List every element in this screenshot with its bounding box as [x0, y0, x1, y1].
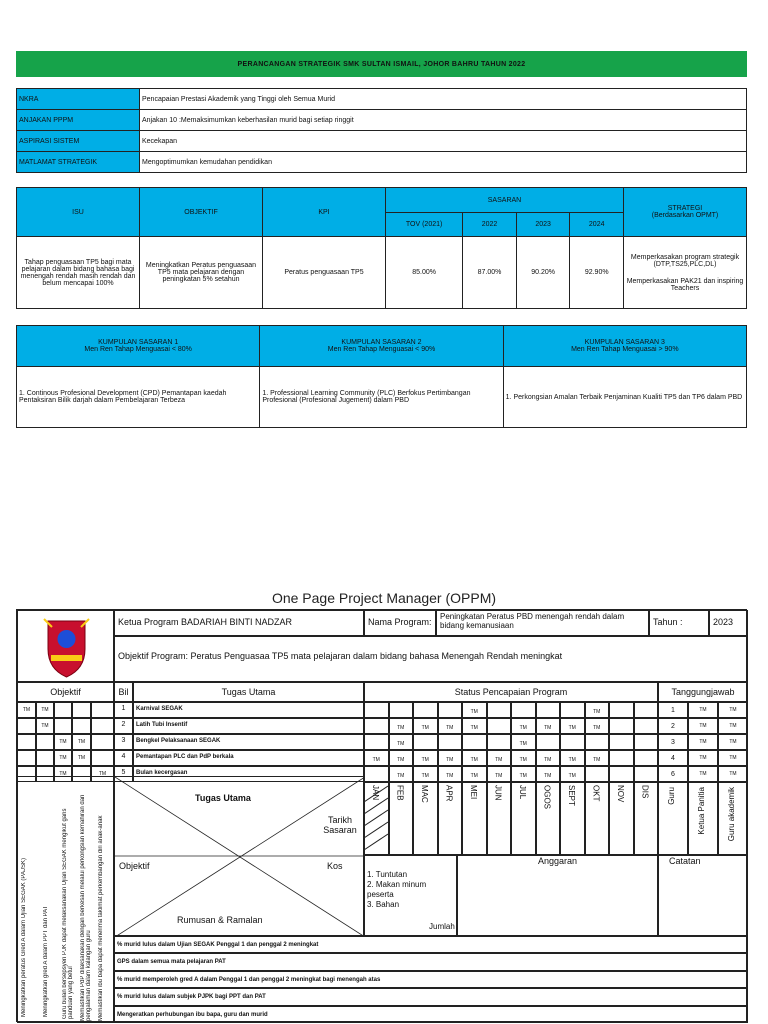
info-key: ASPIRASI SISTEM — [17, 131, 140, 152]
objective-mark — [72, 718, 91, 734]
month-header — [536, 782, 561, 855]
value-cell: 87.00% — [463, 237, 517, 309]
budget-item: 2. Makan minum peserta — [367, 880, 427, 899]
month-mark — [487, 718, 512, 734]
month-mark: TM — [511, 734, 536, 750]
info-value: Anjakan 10 :Memaksimumkan keberhasilan murid bagi setiap ringgit — [140, 110, 747, 131]
strategi-cell — [624, 237, 747, 309]
info-key: MATLAMAT STRATEGIK — [17, 152, 140, 173]
school-crest-icon — [18, 611, 114, 682]
resp-mark: TM — [718, 702, 748, 718]
info-row — [17, 152, 747, 173]
month-mark — [609, 750, 634, 766]
month-mark: TM — [389, 734, 414, 750]
objective-mark — [36, 750, 54, 766]
month-mark — [487, 702, 512, 718]
month-label: JAN — [371, 785, 380, 801]
col-status: Status Pencapaian Program — [364, 682, 658, 702]
month-mark: TM — [487, 766, 512, 782]
strategi-1: Memperkasakan program strategik (DTP,TS25,PLC,DL) — [630, 253, 740, 268]
year-header: 2024 — [570, 213, 624, 237]
month-label: JUN — [493, 785, 503, 801]
info-value: Kecekapan — [140, 131, 747, 152]
resp-mark: TM — [688, 702, 718, 718]
task-bil: 4 — [114, 750, 133, 766]
kumpulan-header — [17, 326, 260, 367]
isu-cell: Tahap penguasaan TP5 bagi mata pelajaran dalam bidang bahasa bagi menengah rendah masih rendah dan belum mencapai 100% — [17, 237, 140, 309]
matrix-tarikh: Tarikh Sasaran — [323, 815, 357, 835]
header-objektif: OBJEKTIF — [140, 188, 263, 237]
month-mark — [413, 734, 438, 750]
task-name: Bulan kecergasan — [133, 766, 364, 782]
objective-mark — [72, 702, 91, 718]
strategi-2: Memperkasakan PAK21 dan inspiring Teachers — [626, 277, 744, 292]
objective-vertical: Memastikan ibu bapa dapat menerima taklimat perkembangan diri anak-anak — [98, 815, 104, 1021]
month-mark: TM — [511, 750, 536, 766]
month-mark: TM — [511, 718, 536, 734]
hatch-marks — [364, 782, 388, 855]
month-mark: TM — [413, 750, 438, 766]
header-kpi: KPI — [263, 188, 386, 237]
month-mark — [364, 766, 389, 782]
budget-item: 3. Bahan — [367, 900, 400, 909]
role-header — [688, 782, 718, 855]
objective-vertical: Meningkatkan gred A dalam PPT dan PAT — [43, 905, 49, 1017]
month-label: FEB — [395, 785, 405, 801]
kumpulan-sub: Men Ren Tahap Menguasai > 90% — [571, 346, 679, 353]
page-title: PERANCANGAN STRATEGIK SMK SULTAN ISMAIL, JOHOR BAHRU TAHUN 2022 — [16, 51, 747, 77]
info-table — [16, 88, 747, 173]
month-header — [511, 782, 536, 855]
month-mark — [462, 734, 487, 750]
col-objektif: Objektif — [17, 682, 114, 702]
month-label: APR — [444, 785, 454, 802]
month-mark — [634, 702, 659, 718]
hatch-line — [364, 834, 388, 850]
objective-mark: TM — [72, 734, 91, 750]
info-row — [17, 131, 747, 152]
nama-value: Peningkatan Peratus PBD menengah rendah dalam bidang kemanusiaan — [436, 610, 649, 636]
objective-mark: TM — [17, 702, 36, 718]
month-mark — [634, 750, 659, 766]
objective-mark: TM — [54, 750, 72, 766]
hatch-line — [364, 822, 388, 838]
month-mark: TM — [462, 702, 487, 718]
task-name: Latih Tubi Insentif — [133, 718, 364, 734]
objectives-area — [17, 776, 114, 1023]
task-bil: 2 — [114, 718, 133, 734]
resp-mark: TM — [718, 718, 748, 734]
resp-mark: TM — [688, 718, 718, 734]
result-row: % murid lulus dalam Ujian SEGAK Penggal 1 dan penggal 2 meningkat — [114, 936, 748, 953]
month-mark: TM — [585, 702, 610, 718]
role-header — [718, 782, 748, 855]
role-label: Guru akademik — [727, 787, 736, 842]
task-name: Bengkel Pelaksanaan SEGAK — [133, 734, 364, 750]
month-mark: TM — [487, 750, 512, 766]
header-strategi: STRATEGI (Berdasarkan OPMT) — [624, 188, 747, 237]
month-label: MEI — [469, 785, 478, 800]
oppm-title: One Page Project Manager (OPPM) — [271, 590, 497, 606]
col-tugas: Tugas Utama — [133, 682, 364, 702]
month-mark: TM — [560, 718, 585, 734]
task-bil: 1 — [114, 702, 133, 718]
month-label: SEPT — [567, 785, 576, 806]
resp-num: 6 — [658, 766, 688, 782]
month-label: JUL — [518, 785, 527, 800]
result-row: Mengeratkan perhubungan ibu bapa, guru dan murid — [114, 1006, 748, 1023]
resp-mark: TM — [688, 766, 718, 782]
month-label: MAC — [420, 785, 429, 803]
info-key: NKRA — [17, 89, 140, 110]
month-mark: TM — [585, 718, 610, 734]
month-mark: TM — [511, 766, 536, 782]
objective-mark: TM — [36, 718, 54, 734]
resp-mark: TM — [688, 750, 718, 766]
ketua-cell: Ketua Program BADARIAH BINTI NADZAR — [114, 610, 364, 636]
month-mark — [609, 734, 634, 750]
value-cell: 90.20% — [516, 237, 570, 309]
result-row: GPS dalam semua mata pelajaran PAT — [114, 953, 748, 970]
month-mark — [438, 702, 463, 718]
role-header — [658, 782, 688, 855]
month-mark: TM — [364, 750, 389, 766]
month-mark: TM — [438, 766, 463, 782]
objective-vertical: Memastikan PdP dilaksanakan dengan berkesan melalui perkongsian kemahiran dan pengalaman dalam kalangan guru — [80, 794, 92, 1021]
objective-mark — [91, 734, 114, 750]
budget-area — [364, 855, 457, 936]
value-cell: 92.90% — [570, 237, 624, 309]
month-label: OGOS — [542, 785, 552, 810]
month-mark — [609, 766, 634, 782]
month-mark: TM — [560, 766, 585, 782]
kumpulan-title: KUMPULAN SASARAN 1 — [98, 339, 179, 346]
month-header — [609, 782, 634, 855]
col-bil: Bil — [114, 682, 133, 702]
month-mark: TM — [413, 766, 438, 782]
month-header — [438, 782, 463, 855]
month-label: NOV — [616, 785, 625, 803]
objective-mark: TM — [72, 750, 91, 766]
month-mark: TM — [462, 766, 487, 782]
task-bil: 3 — [114, 734, 133, 750]
anggaran-area — [457, 855, 658, 936]
kumpulan-title: KUMPULAN SASARAN 3 — [584, 339, 665, 346]
month-label: DIS — [640, 785, 650, 799]
header-sasaran: SASARAN — [386, 188, 624, 213]
month-mark: TM — [536, 718, 561, 734]
kumpulan-title: KUMPULAN SASARAN 2 — [341, 339, 422, 346]
objective-mark — [91, 718, 114, 734]
month-mark: TM — [462, 718, 487, 734]
objective-mark — [36, 734, 54, 750]
month-mark: TM — [536, 750, 561, 766]
month-mark — [487, 734, 512, 750]
catatan-label: Catatan — [669, 856, 701, 866]
month-header — [585, 782, 610, 855]
logo-cell — [17, 610, 114, 682]
objective-mark — [17, 718, 36, 734]
month-mark — [609, 702, 634, 718]
hatch-line — [364, 810, 388, 826]
resp-mark: TM — [688, 734, 718, 750]
year-header: 2022 — [463, 213, 517, 237]
month-mark: TM — [389, 750, 414, 766]
month-mark — [389, 702, 414, 718]
kumpulan-body: 1. Perkongsian Amalan Terbaik Penjaminan Kualiti TP5 dan TP6 dalam PBD — [503, 367, 746, 428]
objective-mark: TM — [91, 766, 114, 782]
objective-mark — [91, 702, 114, 718]
hatch-line — [364, 798, 388, 814]
month-mark: TM — [462, 750, 487, 766]
month-header — [413, 782, 438, 855]
month-mark — [364, 702, 389, 718]
objective-vertical: Meningkatkan peratus Gred A dalam Ujian SEGAK (PAJSK) — [21, 858, 27, 1017]
month-header — [560, 782, 585, 855]
objective-mark — [54, 718, 72, 734]
objective-mark: TM — [54, 734, 72, 750]
month-header — [462, 782, 487, 855]
role-label: Ketua Panitia — [697, 787, 706, 835]
task-name: Pemantapan PLC dan PdP berkala — [133, 750, 364, 766]
resp-mark: TM — [718, 734, 748, 750]
catatan-area — [658, 855, 748, 936]
resp-mark: TM — [718, 750, 748, 766]
year-header: TOV (2021) — [386, 213, 463, 237]
objektif-cell: Meningkatkan Peratus penguasaan TP5 mata pelajaran dengan peningkatan 5% setahun — [140, 237, 263, 309]
month-mark — [634, 734, 659, 750]
task-name: Karnival SEGAK — [133, 702, 364, 718]
month-mark — [364, 734, 389, 750]
month-mark — [634, 718, 659, 734]
objective-mark — [17, 734, 36, 750]
oppm-board — [16, 609, 747, 1022]
month-label: OKT — [591, 785, 601, 802]
role-label: Guru — [667, 787, 676, 805]
objective-mark — [17, 750, 36, 766]
resp-num: 1 — [658, 702, 688, 718]
objective-mark: TM — [54, 766, 72, 782]
month-mark — [560, 734, 585, 750]
matrix-rumusan: Rumusan & Ramalan — [177, 915, 263, 925]
month-mark: TM — [389, 766, 414, 782]
month-mark — [585, 766, 610, 782]
kumpulan-sub: Men Ren Tahap Menguasai < 80% — [84, 346, 192, 353]
hatch-line — [364, 786, 388, 802]
task-bil: 5 — [114, 766, 133, 782]
month-mark — [634, 766, 659, 782]
month-mark: TM — [536, 766, 561, 782]
matrix-tugas: Tugas Utama — [195, 793, 251, 803]
result-row: % murid memperoleh gred A dalam Penggal 1 dan penggal 2 meningkat bagi menengah atas — [114, 971, 748, 988]
kumpulan-body: 1. Professional Learning Community (PLC) Berfokus Pertimbangan Profesional (Profesional Jugement) dalam PBD — [260, 367, 503, 428]
month-mark: TM — [585, 750, 610, 766]
month-mark — [609, 718, 634, 734]
matrix-area — [114, 776, 364, 936]
objektif-program: Objektif Program: Peratus Penguasaa TP5 mata pelajaran dalam bidang bahasa Menengah Rendah meningkat — [114, 636, 748, 682]
month-mark — [585, 734, 610, 750]
kpi-cell: Peratus penguasaan TP5 — [263, 237, 386, 309]
year-header: 2023 — [516, 213, 570, 237]
month-mark — [511, 702, 536, 718]
month-mark: TM — [560, 750, 585, 766]
objective-mark — [91, 750, 114, 766]
month-mark — [364, 718, 389, 734]
month-mark — [560, 702, 585, 718]
month-mark: TM — [413, 718, 438, 734]
matrix-objektif: Objektif — [119, 861, 150, 871]
month-header — [389, 782, 414, 855]
kumpulan-sub: Men Ren Tahap Menguasai < 90% — [327, 346, 436, 353]
month-mark — [413, 702, 438, 718]
matrix-kos: Kos — [327, 861, 343, 871]
anggaran-label: Anggaran — [537, 856, 578, 866]
info-key: ANJAKAN PPPM — [17, 110, 140, 131]
budget-item: 1. Tuntutan — [367, 870, 408, 879]
info-value: Pencapaian Prestasi Akademik yang Tinggi oleh Semua Murid — [140, 89, 747, 110]
info-row — [17, 89, 747, 110]
jumlah-label: Jumlah — [429, 922, 455, 931]
month-mark — [438, 734, 463, 750]
kumpulan-header — [503, 326, 746, 367]
result-row: % murid lulus dalam subjek PJPK bagi PPT dan PAT — [114, 988, 748, 1005]
nama-label: Nama Program: — [364, 610, 436, 636]
sasaran-table — [16, 187, 747, 309]
month-header — [634, 782, 659, 855]
objective-vertical: Guru bulan bersepsyen PJK dapat melaksanakan Ujian SEGAK mengikut garis panduan yang betul — [62, 808, 74, 1019]
kumpulan-body: 1. Continous Profesional Development (CPD) Pemantapan kaedah Pentaksiran Bilik darjah dalam Pembelajaran Terbeza — [17, 367, 260, 428]
value-cell: 85.00% — [386, 237, 463, 309]
info-value: Mengoptimumkan kemudahan pendidikan — [140, 152, 747, 173]
month-header — [487, 782, 512, 855]
kumpulan-table — [16, 325, 747, 428]
objective-mark — [54, 702, 72, 718]
month-mark: TM — [438, 750, 463, 766]
resp-mark: TM — [718, 766, 748, 782]
tahun-label: Tahun : — [649, 610, 709, 636]
month-mark — [536, 702, 561, 718]
tahun-value: 2023 — [709, 610, 748, 636]
header-isu: ISU — [17, 188, 140, 237]
objective-mark: TM — [36, 702, 54, 718]
resp-num: 3 — [658, 734, 688, 750]
kumpulan-header — [260, 326, 503, 367]
resp-num: 4 — [658, 750, 688, 766]
resp-num: 2 — [658, 718, 688, 734]
col-tanggungjawab: Tanggungjawab — [658, 682, 748, 702]
month-mark: TM — [438, 718, 463, 734]
month-mark — [536, 734, 561, 750]
info-row — [17, 110, 747, 131]
month-mark: TM — [389, 718, 414, 734]
